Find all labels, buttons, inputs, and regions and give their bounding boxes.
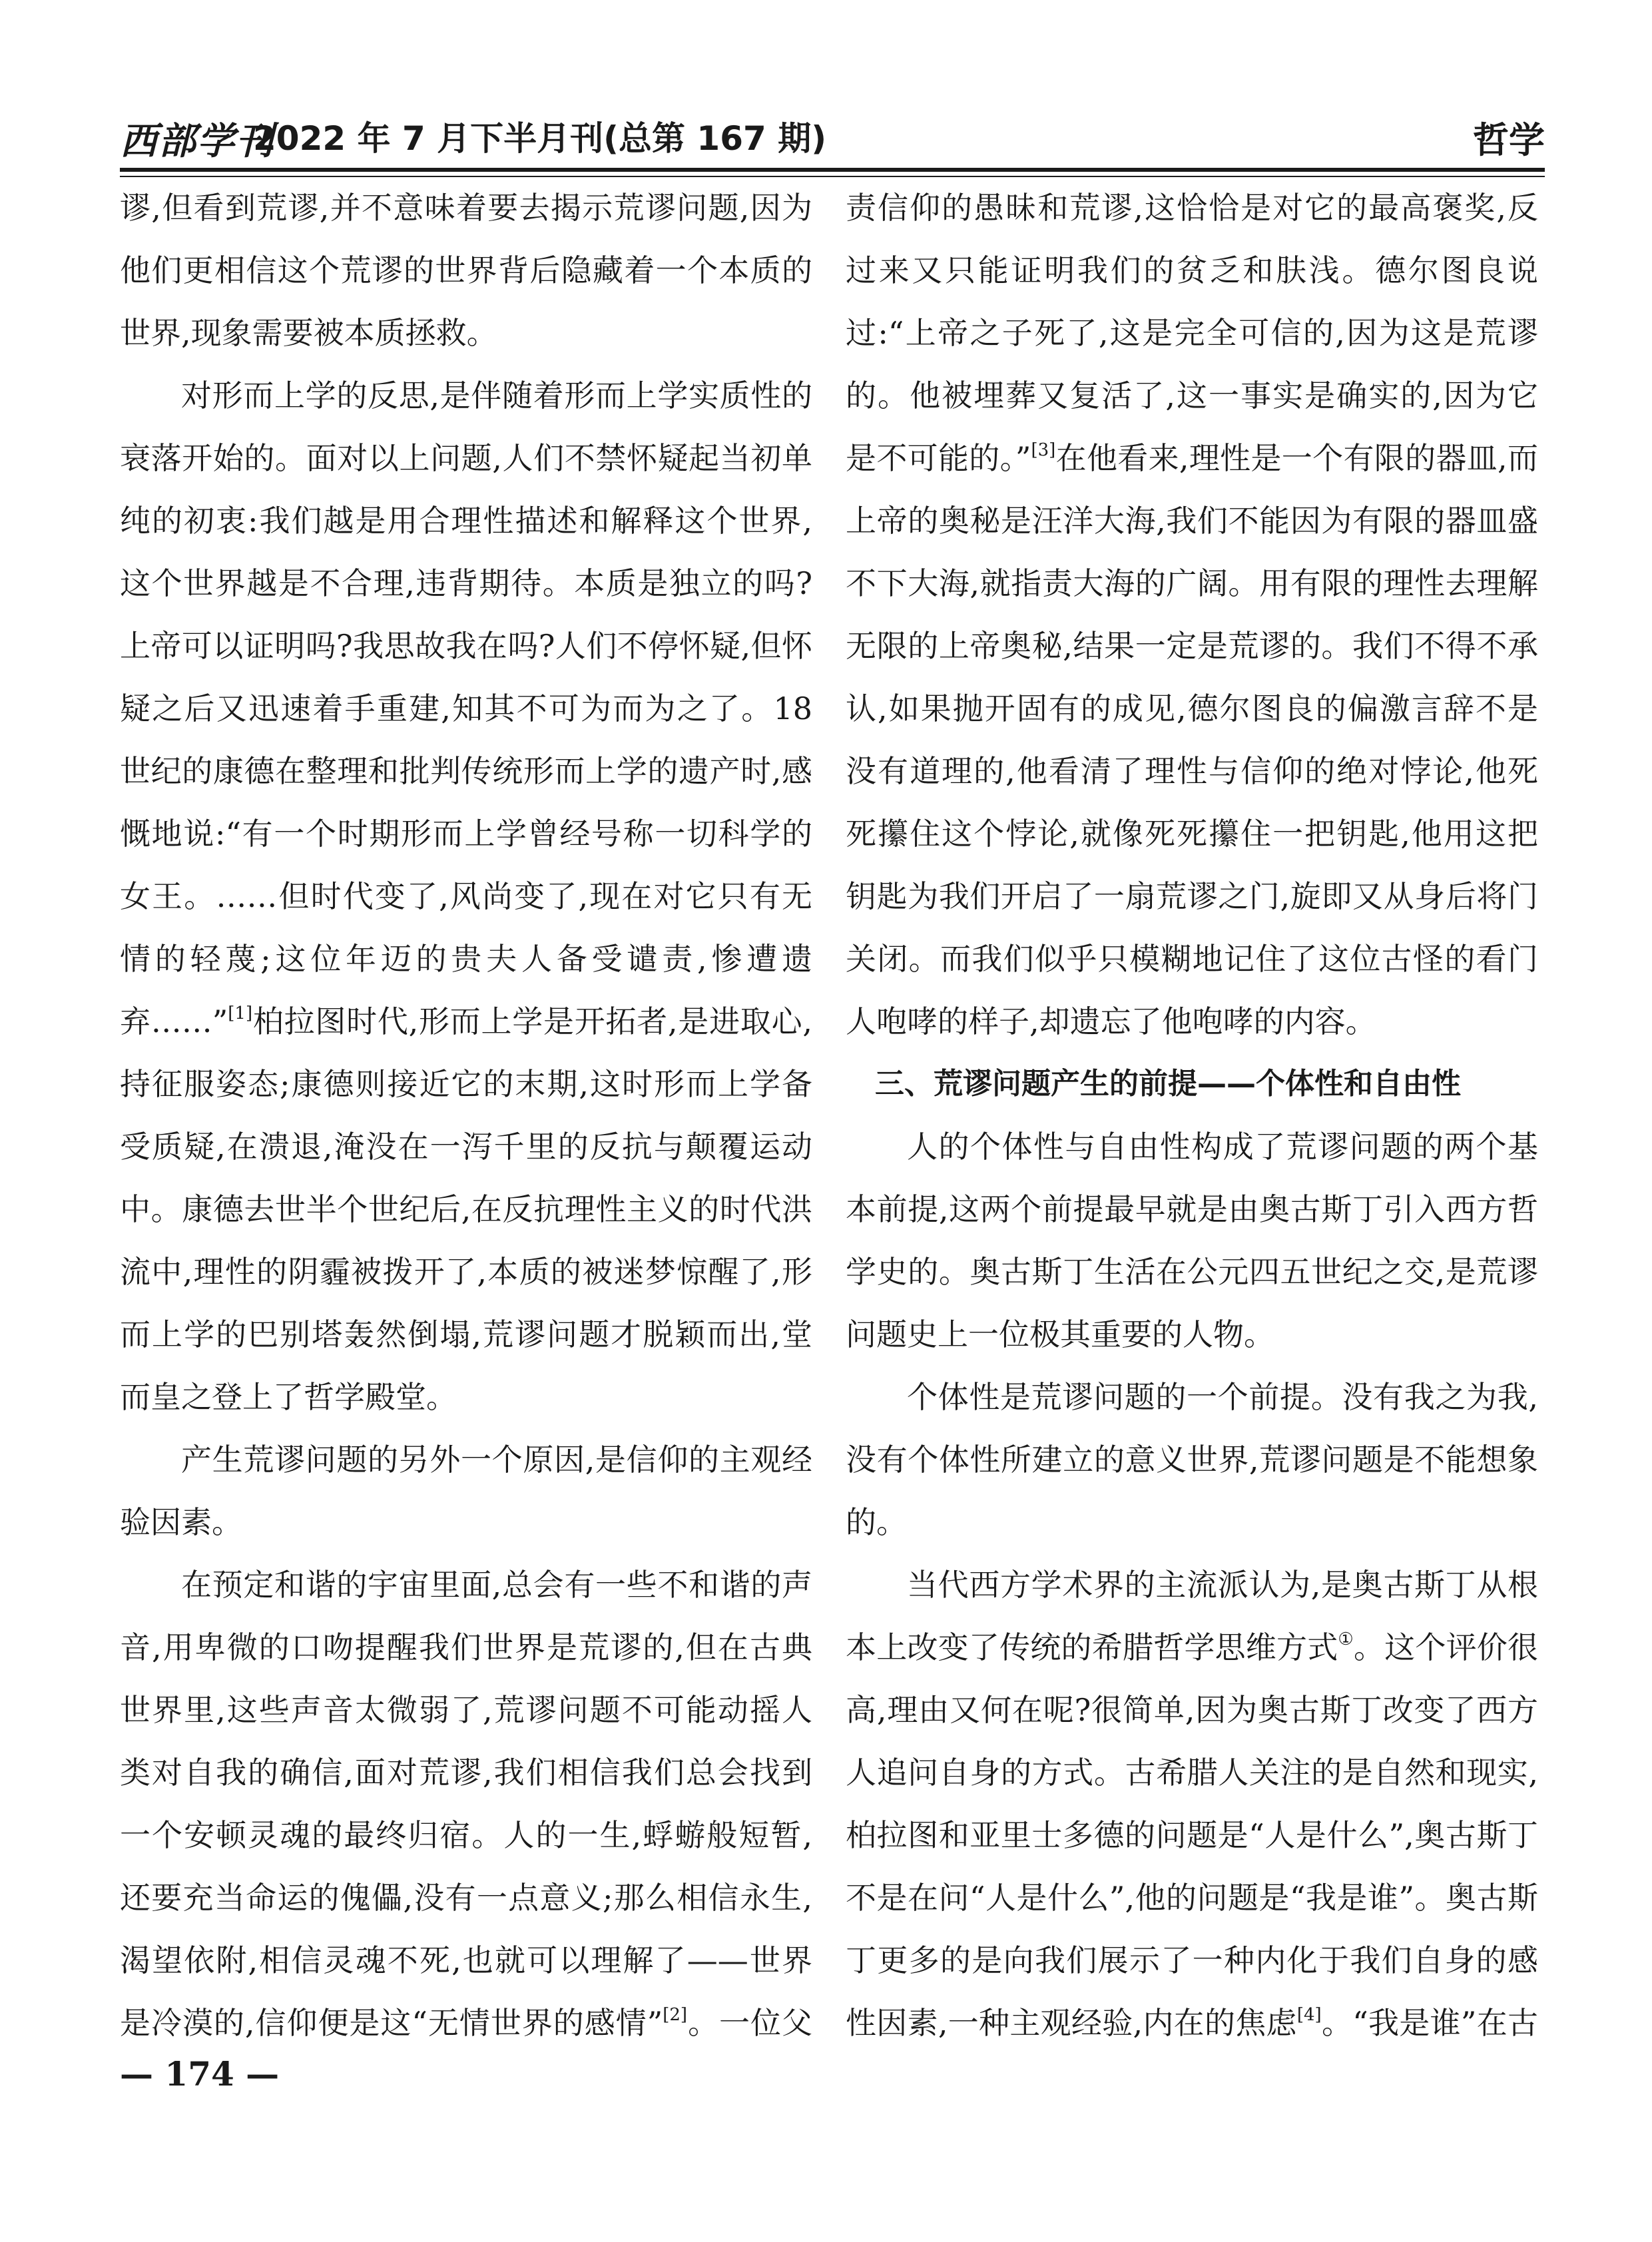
citation-ref: [1] — [228, 1003, 253, 1023]
left-column — [120, 176, 812, 2068]
paragraph: 人的个体性与自由性构成了荒谬问题的两个基本前提,这两个前提最早就是由奥古斯丁引入西方哲学史的。奥古斯丁生活在公元四五世纪之交,是荒谬问题史上一位极其重要的人物。 — [846, 1129, 1538, 1352]
section-heading: 三、荒谬问题产生的前提——个体性和自由性 — [875, 1067, 1461, 1101]
page-number: — 174 — — [120, 2054, 280, 2094]
section-label: 哲学 — [1473, 119, 1545, 161]
paragraph-text: 对形而上学的反思,是伴随着形而上学实质性的衰落开始的。面对以上问题,人们不禁怀疑起当初单纯的初衷:我们越是用合理性描述和解释这个世界,这个世界越是不合理,违背期待。本质是独立的吗?上帝可以证明吗?我思故我在吗?人们不停怀疑,但怀疑之后又迅速着手重建,知其不可为而为之了。18 世纪的康德在整理和批判传统形而上学的遗产时,感慨地说:“有一个时期形而上学曾经号称一切科学的女王。……但时代变了,风尚变了,现在对它只有无情的轻蔑;这位年迈的贵夫人备受谴责,惨遭遗弃……” — [120, 378, 812, 1039]
paragraph-text: 当代西方学术界的主流派认为,是奥古斯丁从根本上改变了传统的希腊哲学思维方式 — [846, 1567, 1538, 1665]
citation-ref: [4] — [1296, 2005, 1322, 2025]
paragraph-text: 。一位父 — [687, 2005, 812, 2041]
paragraph: 谬,但看到荒谬,并不意味着要去揭示荒谬问题,因为他们更相信这个荒谬的世界背后隐藏着一个本质的世界,现象需要被本质拯救。 — [120, 190, 812, 351]
paragraph-text: 责信仰的愚昧和荒谬,这恰恰是对它的最高褒奖,反过来又只能证明我们的贫乏和肤浅。德尔图良说过:“上帝之子死了,这是完全可信的,因为这是荒谬的。他被埋葬又复活了,这一事实是确实的,因为它是不可能的。” — [846, 190, 1538, 476]
right-column — [846, 176, 1538, 2068]
paragraph — [120, 1553, 812, 2068]
running-header — [120, 100, 1545, 166]
citation-ref: [3] — [1031, 440, 1056, 460]
paragraph-text: 柏拉图时代,形而上学是开拓者,是进取心,持征服姿态;康德则接近它的末期,这时形而上学备受质疑,在溃退,淹没在一泻千里的反抗与颠覆运动中。康德去世半个世纪后,在反抗理性主义的时代洪流中,理性的阴霾被拨开了,本质的被迷梦惊醒了,形而上学的巴别塔轰然倒塌,荒谬问题才脱颖而出,堂而皇之登上了哲学殿堂。 — [120, 1003, 812, 1415]
issue-info: 2022 年 7 月下半月刊(总第 167 期) — [253, 119, 827, 158]
paragraph-text: 。这个评价很高,理由又何在呢?很简单,因为奥古斯丁改变了西方人追问自身的方式。古希腊人关注的是自然和现实,柏拉图和亚里士多德的问题是“人是什么”,奥古斯丁不是在问“人是什么”,他的问题是“我是谁”。奥古斯丁更多的是向我们展示了一种内化于我们自身的感性因素,一种主观经验,内在的焦虑 — [846, 1629, 1538, 2041]
paragraph-text: 在预定和谐的宇宙里面,总会有一些不和谐的声音,用卑微的口吻提醒我们世界是荒谬的,但在古典世界里,这些声音太微弱了,荒谬问题不可能动摇人类对自我的确信,面对荒谬,我们相信我们总会找到一个安顿灵魂的最终归宿。人的一生,蜉蝣般短暂,还要充当命运的傀儡,没有一点意义;那么相信永生,渴望依附,相信灵魂不死,也就可以理解了——世界是冷漠的,信仰便是这“无情世界的感情” — [120, 1567, 812, 2041]
citation-ref: [2] — [663, 2005, 688, 2025]
paragraph: 个体性是荒谬问题的一个前提。没有我之为我,没有个体性所建立的意义世界,荒谬问题是不能想象的。 — [846, 1379, 1538, 1540]
paragraph — [846, 176, 1538, 1053]
paragraph — [120, 364, 812, 1428]
journal-logo: 西部学刊 — [120, 119, 274, 163]
footnote-marker: ① — [1338, 1629, 1354, 1649]
paragraph — [846, 1553, 1538, 2068]
paragraph: 产生荒谬问题的另外一个原因,是信仰的主观经验因素。 — [120, 1442, 812, 1540]
paragraph-text: 在他看来,理性是一个有限的器皿,而上帝的奥秘是汪洋大海,我们不能因为有限的器皿盛不下大海,就指责大海的广阔。用有限的理性去理解无限的上帝奥秘,结果一定是荒谬的。我们不得不承认,如果抛开固有的成见,德尔图良的偏激言辞不是没有道理的,他看清了理性与信仰的绝对悖论,他死死攥住这个悖论,就像死死攥住一把钥匙,他用这把钥匙为我们开启了一扇荒谬之门,旋即又从身后将门关闭。而我们似乎只模糊地记住了这位古怪的看门人咆哮的样子,却遗忘了他咆哮的内容。 — [846, 440, 1538, 1039]
paragraph-text: 。“我是谁”在古 — [1321, 2005, 1538, 2041]
header-rule-thick — [120, 168, 1545, 172]
